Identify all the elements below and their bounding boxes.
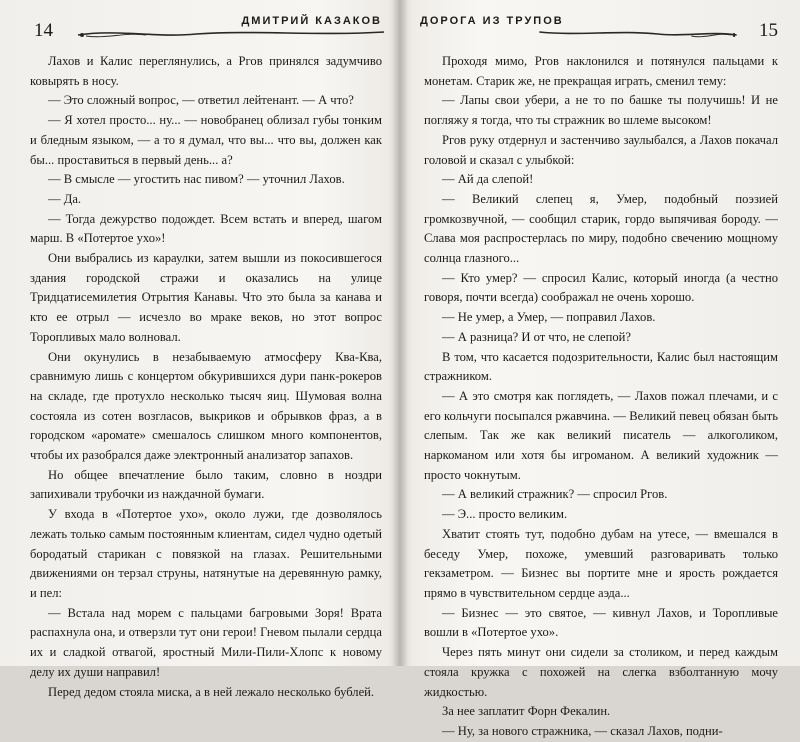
paragraph: — А это смотря как поглядеть, — Лахов пожал плечами, и с его кольчуги посыпался ржавчина. — Великий певец обязан быть слепым. Так же как великий писатель — алкоголиком, наркоманом или хотя бы игроманом. А великий художник — просто чокнутым. [424, 388, 778, 482]
paragraph: За нее заплатит Форн Фекалин. [442, 704, 611, 719]
paragraph: — Э... просто великим. [442, 507, 568, 522]
paragraph: Через пять минут они сидели за столиком, и перед каждым стояла кружка с похожей на слегка взболтанную мочу жидкостью. [424, 645, 778, 699]
right-header-ornament [538, 26, 738, 40]
paragraph: — Я хотел просто... ну... — новобранец облизал губы тонким и бледным языком, — а то я думал, что вы... что вы, должен как бы... проставиться в первый день... а? [30, 113, 382, 167]
right-running-title: ДОРОГА ИЗ ТРУПОВ [420, 15, 564, 27]
paragraph: — А разница? И от что, не слепой? [442, 329, 631, 344]
paragraph: — Тогда дежурство подождет. Всем встать и вперед, шагом марш. В «Потертое ухо»! [30, 211, 382, 246]
paragraph: Лахов и Калис переглянулись, а Ргов принялся задумчиво ковырять в носу. [30, 54, 382, 88]
paragraph: — Это сложный вопрос, — ответил лейтенант. — А что? [48, 93, 354, 108]
left-running-title: ДМИТРИЙ КАЗАКОВ [241, 15, 382, 27]
paragraph: Хватит стоять тут, подобно дубам на утесе, — вмешался в беседу Умер, похоже, умевший разговаривать только гекзаметром. — Бизнес вы портите мне и ярость рождается прямо в чувствительном сердце аэда... [424, 526, 778, 600]
paragraph: — Не умер, а Умер, — поправил Лахов. [442, 310, 656, 325]
right-page-header [420, 0, 778, 46]
paragraph: — Ну, за нового стражника, — сказал Лахов, подни- [442, 723, 723, 738]
paragraph: У входа в «Потертое ухо», около лужи, где дозволялось лежать только самым постоянным клиентам, сидел чудно одетый бородатый старикан с повязкой на глазах. Решительными движениями он терзал струны, натянутые на деревянную рамку, и пел: [30, 507, 382, 600]
paragraph: Перед дедом стояла миска, а в ней лежало несколько бублей. [48, 684, 375, 699]
paragraph: Они выбрались из караулки, затем вышли из покосившегося здания городской стражи и оказались на улице Тридцатисемилетия Отрытия Канавы. Что это была за канава и кто ее отрыл — исчезло во мраке веков, но этот вопрос Торопливых мало волновал. [30, 251, 382, 344]
left-page-number: 14 [34, 20, 53, 41]
paragraph: — В смысле — угостить нас пивом? — уточнил Лахов. [48, 172, 345, 187]
paragraph: Но общее впечатление было таким, словно в ноздри запихивали трубочки из наждачной бумаги. [30, 467, 382, 502]
paragraph: — Кто умер? — спросил Калис, который иногда (а честно говоря, почти всегда) соображал не очень хорошо. [424, 270, 778, 305]
left-page [30, 0, 388, 699]
paragraph: — Бизнес — это святое, — кивнул Лахов, и Торопливые вошли в «Потертое ухо». [424, 605, 778, 640]
paragraph: — Встала над морем с пальцами багровыми Зоря! Врата распахнула она, и отверзли тут они герои! Гневом пылали сердца их и сладкой отвагой, яростный Мили-Пили-Хлопс к новому делу их души направил! [30, 605, 382, 679]
paragraph: — Да. [48, 191, 82, 206]
paragraph: Они окунулись в незабываемую атмосферу Ква-Ква, сравнимую лишь с концертом обкурившихся дури панк-рокеров на складе, где протухло несколько тысяч яиц. Шумовая волна состояла из сотен возгласов, выкриков и обрывков фраз, а в городском «аромате» смешалось слишком много компонентов, чтобы их разобрался даже электронный анализатор запахов. [30, 349, 382, 463]
paragraph: — Лапы свои убери, а не то по башке ты получишь! И не погляжу я тогда, что ты стражник во шлеме высоком! [424, 93, 778, 128]
book-gutter [392, 0, 408, 666]
paragraph: В том, что касается подозрительности, Калис был настоящим стражником. [424, 349, 778, 384]
left-page-text [30, 52, 382, 702]
paragraph: — А великий стражник? — спросил Ргов. [442, 487, 668, 502]
right-page [420, 0, 778, 738]
right-page-text [424, 52, 778, 742]
paragraph: Проходя мимо, Ргов наклонился и потянулся пальцами к монетам. Старик же, не прекращая играть, сменил тему: [424, 54, 778, 88]
left-page-header [30, 0, 388, 46]
right-page-number: 15 [759, 20, 778, 41]
paragraph: — Ай да слепой! [442, 172, 534, 187]
paragraph: — Великий слепец я, Умер, подобный поэзией громкозвучной, — сообщил старик, гордо выпячивая бороду. — Слава моя распростерлась по миру, подобно свечению мощному солнца глазного... [424, 191, 778, 266]
paragraph: Ргов руку отдернул и застенчиво заулыбался, а Лахов покачал головой и сказал с улыбкой: [424, 132, 778, 167]
left-header-ornament [76, 26, 386, 40]
